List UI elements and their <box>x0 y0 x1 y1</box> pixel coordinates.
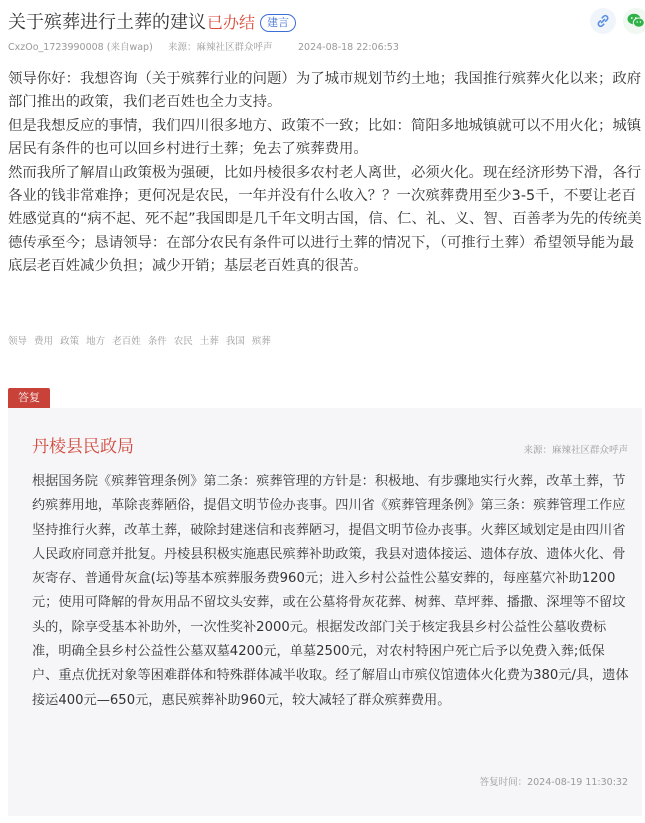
reply-tab: 答复 <box>8 388 50 408</box>
reply-panel <box>8 408 642 816</box>
reply-source: 来源：麻辣社区群众呼声 <box>523 445 628 456</box>
post-paragraph: 然而我所了解眉山政策极为强硬，比如丹棱很多农村老人离世，必须火化。现在经济形势下滑，各行各业的钱非常难挣；更何况是农民，一年并没有什么收入？？一次殡葬费用至少3-5千，不要让老百姓感觉真的“病不起、死不起”我国即是几千年文明古国，信、仁、礼、义、智、百善孝为先的传统美德传承至今；恳请领导：在部分农民有条件可以进行土葬的情况下，（可推行土葬）希望领导能为最底层老百姓减少负担；减少开销；基层老百姓真的很苦。 <box>8 164 642 275</box>
status-badge: 已办结 <box>207 13 256 32</box>
keyword-list <box>8 333 275 347</box>
keyword-link[interactable]: 我国 <box>225 336 245 347</box>
post-datetime: 2024-08-18 22:06:53 <box>298 42 399 53</box>
keyword-link[interactable]: 费用 <box>34 336 54 347</box>
category-tag[interactable]: 建言 <box>260 14 296 32</box>
post-title: 关于殡葬进行土葬的建议 <box>8 12 206 33</box>
post-source: 来源：麻辣社区群众呼声 <box>168 42 273 53</box>
post-body <box>8 68 642 279</box>
wechat-share-button[interactable] <box>623 8 645 34</box>
reply-department: 丹棱县民政局 <box>32 437 134 457</box>
keyword-link[interactable]: 殡葬 <box>251 336 271 347</box>
reply-body: 根据国务院《殡葬管理条例》第二条：殡葬管理的方针是：积极地、有步骤地实行火葬，改革土葬，节约殡葬用地，革除丧葬陋俗，提倡文明节俭办丧事。四川省《殡葬管理条例》第三条：殡葬管理工作应坚持推行火葬，改革土葬，破除封建迷信和丧葬陋习，提倡文明节俭办丧事。火葬区域划定是由四川省人民政府同意并批复。丹棱县积极实施惠民殡葬补助政策，我县对遗体接运、遗体存放、遗体火化、骨灰寄存、普通骨灰盒(坛)等基本殡葬服务费960元；进入乡村公益性公墓安葬的，每座墓穴补助1200元；使用可降解的骨灰用品不留坟头安葬，或在公墓将骨灰花葬、树葬、草坪葬、播撒、深埋等不留坟头的，除享受基本补助外，一次性奖补2000元。根据发改部门关于核定我县乡村公益性公墓收费标准，明确全县乡村公益性公墓双墓4200元，单墓2500元，对农村特困户死亡后予以免费入葬;低保户、重点优抚对象等困难群体和特殊群体减半收取。经了解眉山市殡仪馆遗体火化费为380元/具，遗体接运400元—650元，惠民殡葬补助960元，较大减轻了群众殡葬费用。 <box>32 474 629 708</box>
keyword-link[interactable]: 地方 <box>86 336 106 347</box>
post-meta <box>8 42 399 54</box>
link-icon <box>596 14 610 28</box>
keyword-link[interactable]: 土葬 <box>199 336 219 347</box>
wechat-icon <box>627 13 645 29</box>
share-link-button[interactable] <box>590 8 616 34</box>
keyword-link[interactable]: 领导 <box>8 336 28 347</box>
post-id: CxzOo_1723990008 (来自wap) <box>8 42 153 53</box>
keyword-link[interactable]: 政策 <box>60 336 80 347</box>
post-paragraph: 领导你好：我想咨询（关于殡葬行业的问题）为了城市规划节约土地；我国推行殡葬火化以来；政府部门推出的政策，我们老百姓也全力支持。 <box>8 71 642 111</box>
post-header <box>8 8 638 38</box>
keyword-link[interactable]: 条件 <box>147 336 167 347</box>
post-paragraph: 但是我想反应的事情，我们四川很多地方、政策不一致；比如：简阳多地城镇就可以不用火化；城镇居民有条件的也可以回乡村进行土葬；免去了殡葬费用。 <box>8 117 642 158</box>
keyword-link[interactable]: 老百姓 <box>112 336 141 347</box>
keyword-link[interactable]: 农民 <box>173 336 193 347</box>
reply-time: 答复时间：2024-08-19 11:30:32 <box>479 777 628 788</box>
